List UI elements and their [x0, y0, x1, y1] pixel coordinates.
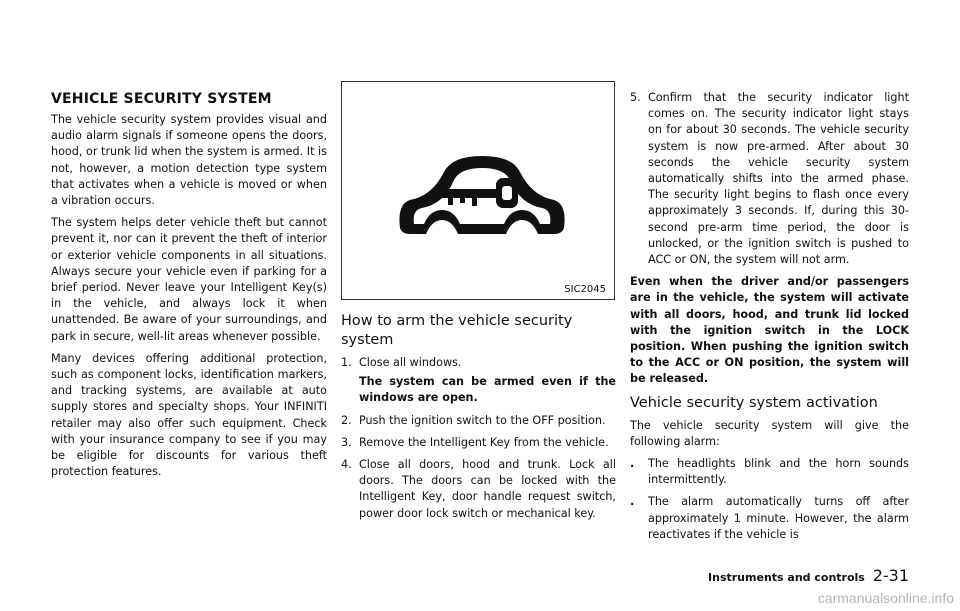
column-left [51, 91, 327, 486]
list-item: 5. Confirm that the security indicator light comes on. The security indicator light stays on for about 30 seconds. The vehicle security system is now pre-armed. After about 30 seconds the vehicle security system automatically shifts into the armed phase. The security light begins to flash once every approximately 3 seconds. If, during this 30-second pre-arm time period, the door is unlocked, or the ignition switch is pushed to ACC or ON, the system will not arm. [630, 91, 909, 267]
list-item: . The alarm automatically turns off after approximately 1 minute. However, the alarm reactivates if the vehicle is [630, 494, 909, 543]
list-item: 1. Close all windows. The system can be armed even if the windows are open. [341, 355, 616, 407]
list-item: . The headlights blink and the horn sounds intermittently. [630, 456, 909, 488]
bullet-icon: . [630, 495, 635, 509]
list-item: 3. Remove the Intelligent Key from the vehicle. [341, 435, 609, 449]
list-item: 2. Push the ignition switch to the OFF position. [341, 413, 606, 427]
paragraph-alarm-intro: The vehicle security system will give the following alarm: [630, 418, 909, 448]
section-heading: VEHICLE SECURITY SYSTEM [51, 91, 272, 107]
security-indicator-figure [341, 81, 615, 300]
step-note: The system can be armed even if the windows are open. [359, 375, 616, 405]
column-middle [341, 81, 616, 528]
footer-section: Instruments and controls [708, 571, 865, 584]
figure-label: SIC2045 [564, 284, 606, 295]
warning-paragraph: Even when the driver and/or passengers are in the vehicle, the system will activate with all doors, hood, and trunk lid locked with the ignition switch in the LOCK position. When pushing the ignition switch to the ACC or ON position, the system will be released. [630, 275, 909, 386]
column-right [630, 90, 909, 549]
list-item: 4. Close all doors, hood and trunk. Lock all doors. The doors can be locked with the Intelligent Key, door handle request switch, power door lock switch or mechanical key. [341, 458, 616, 520]
paragraph-intro: The vehicle security system provides visual and audio alarm signals if someone opens the doors, hood, or trunk lid when the system is armed. It is not, however, a motion detection type system that activates when a vehicle is moved or when a vibration occurs. [51, 113, 327, 208]
subheading-activation: Vehicle security system activation [630, 394, 878, 411]
subheading-how-to-arm: How to arm the vehicle security system [341, 313, 573, 348]
bullet-icon: . [630, 457, 635, 471]
watermark: carmanualsonline.info [817, 590, 954, 606]
paragraph-deterrence: The system helps deter vehicle theft but cannot prevent it, nor can it prevent the theft of interior or exterior vehicle components in all situations. Always secure your vehicle even if parking for a brief period. Never leave your Intelligent Key(s) in the vehicle, and always lock it when unattended. Be aware of your surroundings, and park in secure, well-lit areas whenever possible. [51, 216, 327, 343]
paragraph-devices: Many devices offering additional protection, such as component locks, identification markers, and tracking systems, are available at auto supply stores and specialty shops. Your INFINITI retailer may also offer such equipment. Check with your insurance company to see if you may be eligible for discounts for various theft protection features. [51, 351, 327, 479]
page-number: 2-31 [872, 566, 909, 585]
page-footer [708, 566, 909, 585]
car-key-icon [392, 148, 572, 238]
